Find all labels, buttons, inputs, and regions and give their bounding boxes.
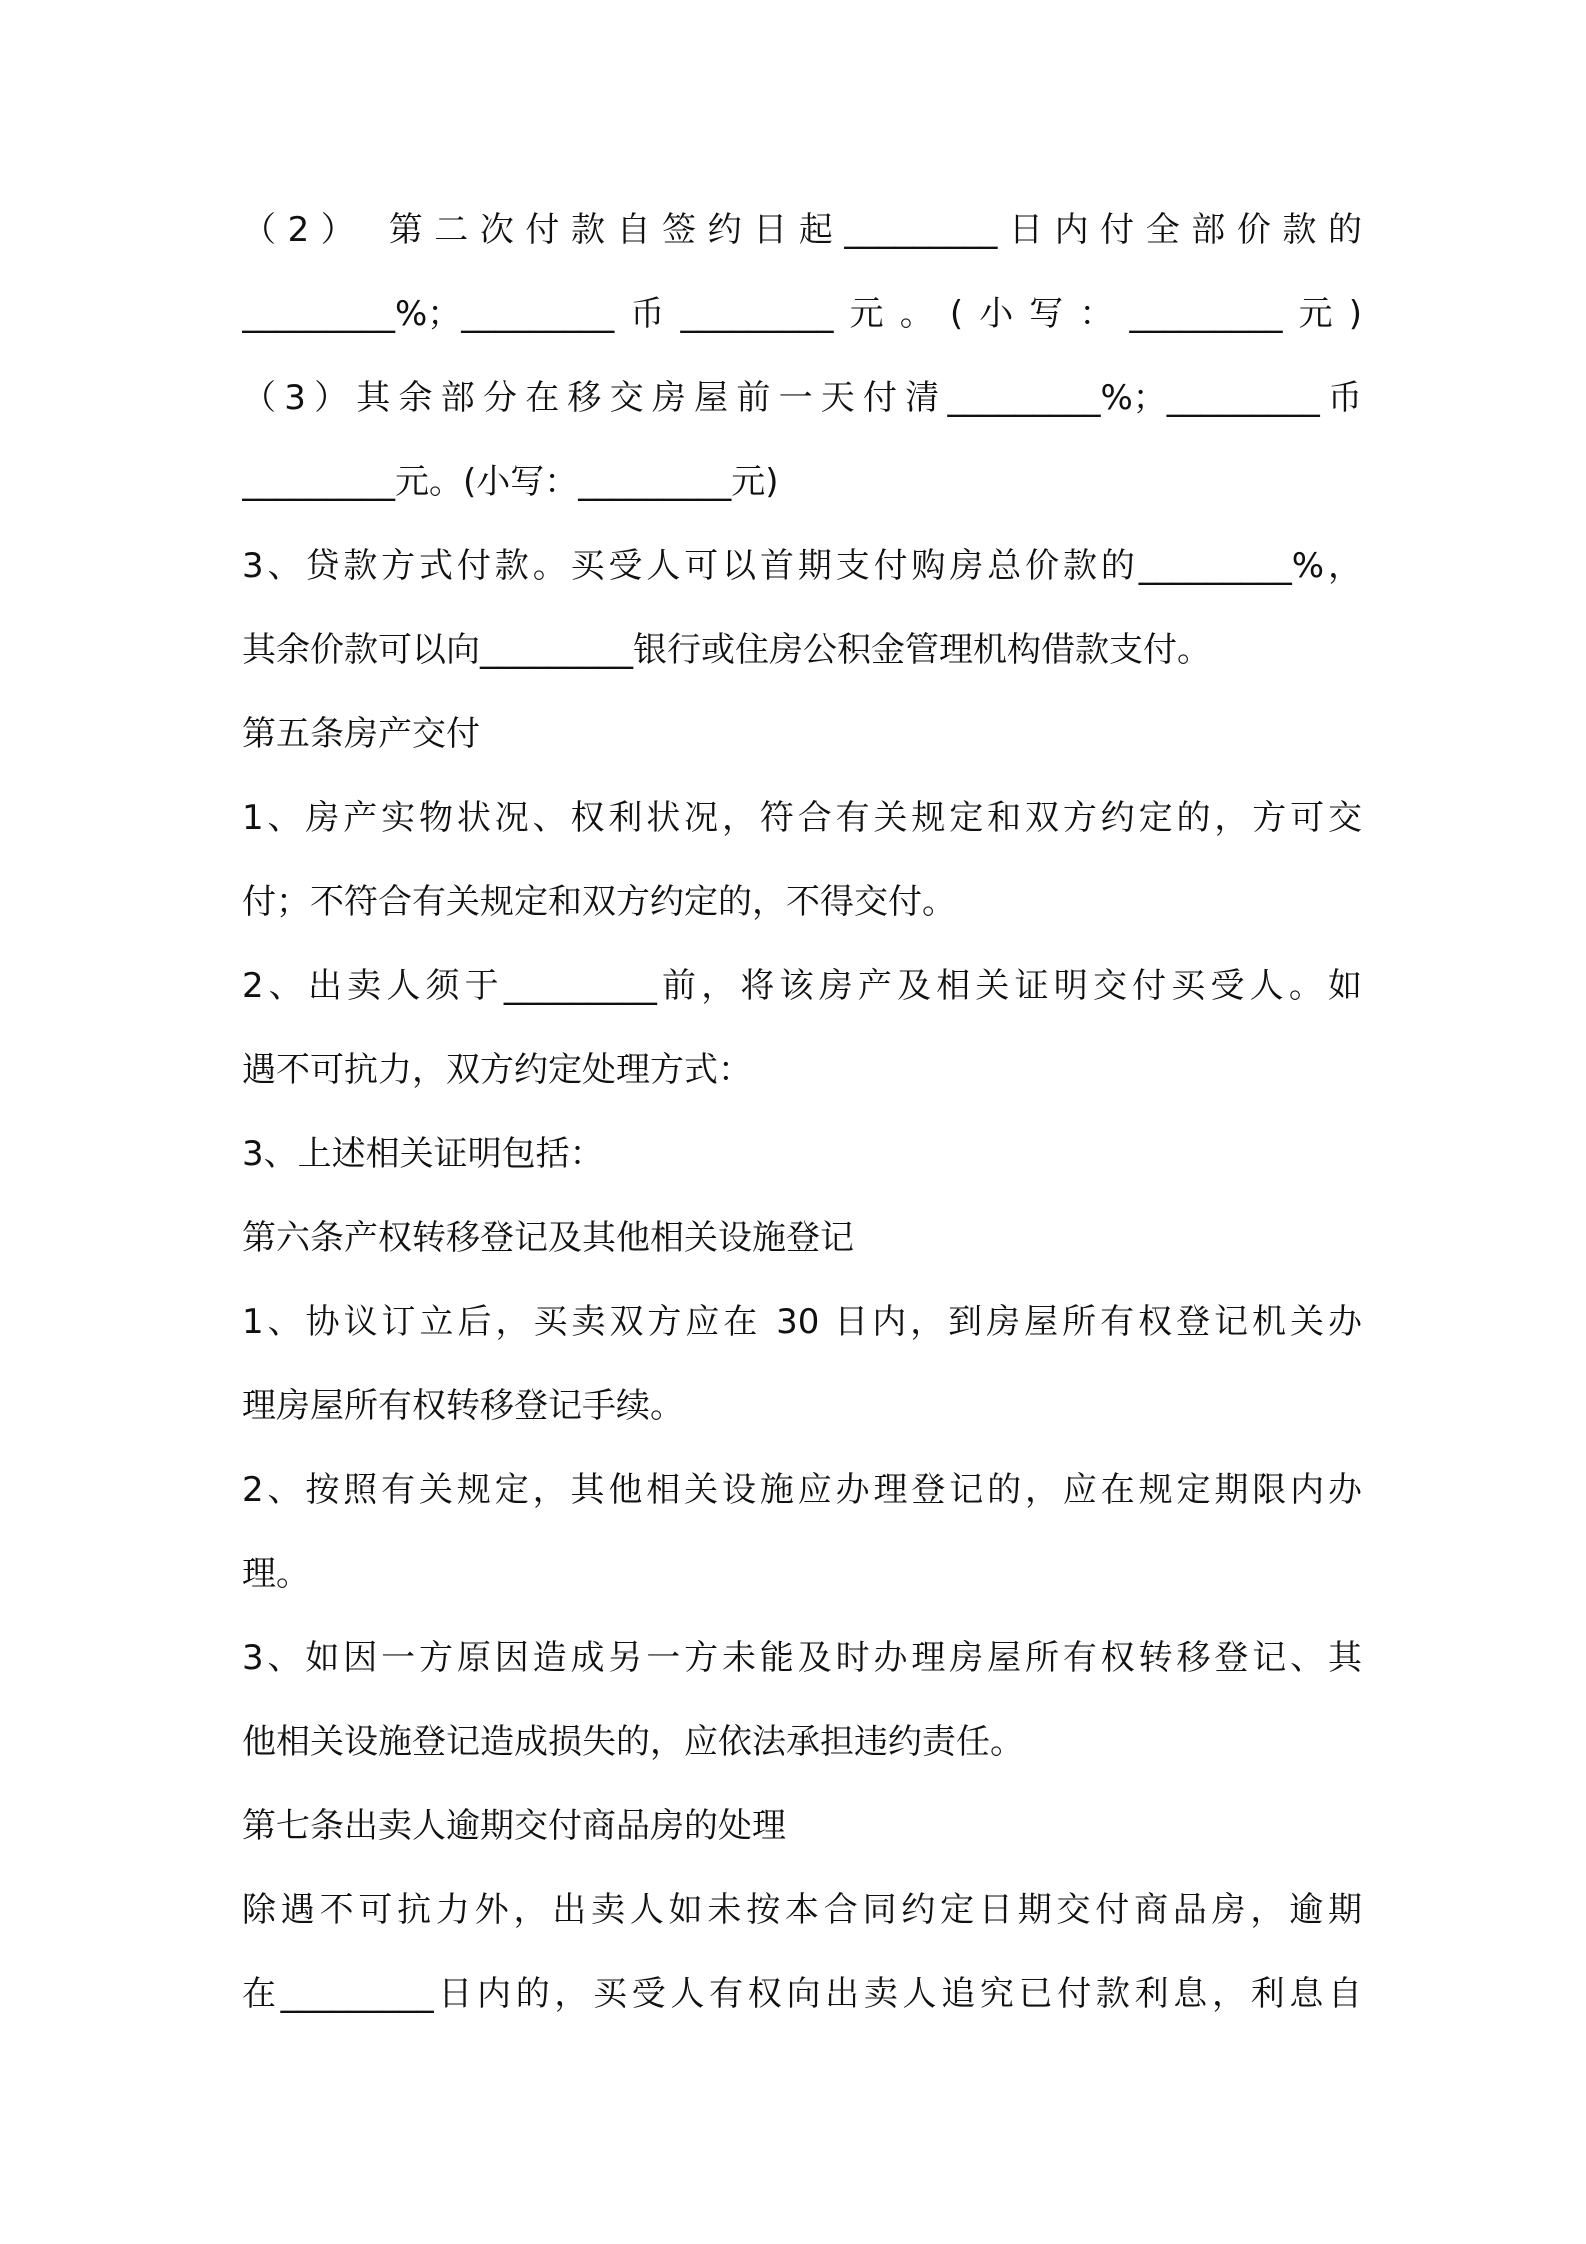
text-line: 付；不符合有关规定和双方约定的，不得交付。 bbox=[242, 882, 956, 922]
text-line: _________%；_________币_________元。(小写：_________元) bbox=[242, 294, 1362, 334]
text-line: 1、房产实物状况、权利状况，符合有关规定和双方约定的，方可交 bbox=[242, 798, 1362, 838]
text-line: 其余价款可以向_________银行或住房公积金管理机构借款支付。 bbox=[242, 630, 1211, 670]
section-heading: 第七条出卖人逾期交付商品房的处理 bbox=[242, 1806, 786, 1846]
text-line: 3、贷款方式付款。买受人可以首期支付购房总价款的_________%， bbox=[242, 546, 1362, 586]
text-line: 3、如因一方原因造成另一方未能及时办理房屋所有权转移登记、其 bbox=[242, 1638, 1362, 1678]
text-line: 3、上述相关证明包括： bbox=[242, 1134, 604, 1174]
text-line: 除遇不可抗力外，出卖人如未按本合同约定日期交付商品房，逾期 bbox=[242, 1890, 1362, 1930]
text-line: 理房屋所有权转移登记手续。 bbox=[242, 1386, 684, 1426]
text-line: 理。 bbox=[242, 1554, 310, 1594]
text-line: （3）其余部分在移交房屋前一天付清_________%；_________币 bbox=[242, 378, 1362, 418]
text-line: 在_________日内的，买受人有权向出卖人追究已付款利息，利息自 bbox=[242, 1974, 1362, 2014]
section-heading: 第五条房产交付 bbox=[242, 714, 480, 754]
text-line: 2、按照有关规定，其他相关设施应办理登记的，应在规定期限内办 bbox=[242, 1470, 1362, 1510]
text-line: 2、出卖人须于_________前，将该房产及相关证明交付买受人。如 bbox=[242, 966, 1362, 1006]
text-line: 他相关设施登记造成损失的，应依法承担违约责任。 bbox=[242, 1722, 1024, 1762]
text-line: 1、协议订立后，买卖双方应在 30 日内，到房屋所有权登记机关办 bbox=[242, 1302, 1362, 1342]
text-line: 遇不可抗力，双方约定处理方式： bbox=[242, 1050, 752, 1090]
text-line: _________元。(小写：_________元) bbox=[242, 462, 779, 502]
section-heading: 第六条产权转移登记及其他相关设施登记 bbox=[242, 1218, 854, 1258]
text-line: （2） 第二次付款自签约日起_________日内付全部价款的 bbox=[242, 210, 1362, 250]
